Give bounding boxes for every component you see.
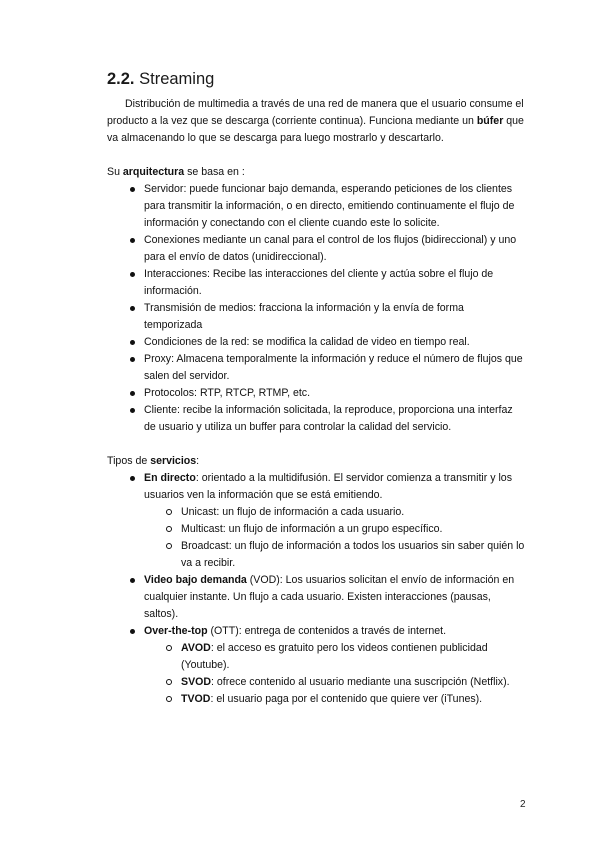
ott-sublist (144, 640, 525, 708)
service-ott-text: (OTT): entrega de contenidos a través de internet. (207, 625, 447, 637)
architecture-list (107, 181, 525, 436)
bullet-icon (130, 578, 135, 583)
list-item (107, 334, 525, 351)
bullet-icon (130, 391, 135, 396)
list-item (107, 300, 525, 334)
service-live-text: : orientado a la multidifusión. El servidor comienza a transmitir y los usuarios ven la información que se está emitiendo. (144, 472, 512, 501)
bullet-icon (130, 408, 135, 413)
bullet-icon (130, 357, 135, 362)
architecture-label (107, 164, 525, 181)
architecture-label-after: se basa en : (184, 166, 245, 178)
section-content (107, 96, 525, 708)
service-ott (107, 623, 525, 708)
list-item-text: Proxy: Almacena temporalmente la información y reduce el número de flujos que salen del servidor. (144, 353, 523, 382)
sub-list-item-text: Broadcast: un flujo de información a todos los usuarios sin saber quién lo va a recibir. (181, 540, 525, 569)
sub-list-item (144, 504, 525, 521)
list-item-text: Condiciones de la red: se modifica la calidad de video en tiempo real. (144, 336, 470, 348)
sub-list-item (144, 674, 525, 691)
sub-list-item-text: : el usuario paga por el contenido que quiere ver (iTunes). (210, 693, 483, 705)
sub-list-item (144, 691, 525, 708)
sub-list-item-title: SVOD (181, 676, 212, 688)
list-item-text: Transmisión de medios: fracciona la información y la envía de forma temporizada (144, 302, 464, 331)
list-item-text: Conexiones mediante un canal para el control de los flujos (bidireccional) y uno para el envío de datos (unidireccional). (144, 234, 517, 263)
list-item (107, 266, 525, 300)
sub-list-item-text: : el acceso es gratuito pero los videos contienen publicidad (Youtube). (181, 642, 488, 671)
section-heading (107, 70, 214, 89)
list-item-text: Cliente: recibe la información solicitada, la reproduce, proporciona una interfaz de usuario y utiliza un buffer para controlar la calidad del servicio. (144, 404, 513, 433)
section-title: Streaming (134, 70, 215, 88)
sub-list-item (144, 640, 525, 674)
list-item (107, 385, 525, 402)
service-vod-title: Video bajo demanda (144, 574, 247, 586)
intro-paragraph (107, 96, 525, 147)
bullet-icon (130, 476, 135, 481)
sub-list-item-text: Unicast: un flujo de información a cada usuario. (181, 506, 405, 518)
section-number: 2.2. (107, 70, 135, 88)
bullet-icon (130, 340, 135, 345)
page-number: 2 (520, 799, 526, 810)
services-list (107, 470, 525, 708)
service-vod-text: (VOD): Los usuarios solicitan el envío de información en cualquier instante. Un flujo a cada usuario. Existen interacciones (pausas, saltos). (144, 574, 515, 620)
sub-list-item-text: Multicast: un flujo de información a un grupo específico. (181, 523, 443, 535)
bullet-icon (130, 629, 135, 634)
bullet-icon (130, 306, 135, 311)
list-item (107, 181, 525, 232)
services-label (107, 453, 525, 470)
bullet-icon (130, 238, 135, 243)
service-live (107, 470, 525, 572)
hollow-bullet-icon (166, 645, 172, 651)
services-label-before: Tipos de (107, 455, 151, 467)
intro-text-after: que va almacenando lo que se descarga para luego mostrarlo y descartarlo. (107, 115, 524, 144)
list-item-text: Protocolos: RTP, RTCP, RTMP, etc. (144, 387, 311, 399)
list-item-text: Servidor: puede funcionar bajo demanda, esperando peticiones de los clientes para transmitir la información, o en directo, emitiendo continuamente el flujo de información y conectando con el cliente cuando este lo solicite. (144, 183, 515, 229)
sub-list-item (144, 521, 525, 538)
hollow-bullet-icon (166, 526, 172, 532)
sub-list-item-text: : ofrece contenido al usuario mediante una suscripción (Netflix). (211, 676, 510, 688)
service-live-title: En directo (144, 472, 196, 484)
architecture-label-before: Su (107, 166, 123, 178)
hollow-bullet-icon (166, 696, 172, 702)
services-label-after: : (196, 455, 200, 467)
bullet-icon (130, 272, 135, 277)
services-label-bold: servicios (150, 455, 197, 467)
sub-list-item (144, 538, 525, 572)
intro-bold-term: búfer (476, 115, 504, 127)
list-item-text: Interacciones: Recibe las interacciones del cliente y actúa sobre el flujo de información. (144, 268, 494, 297)
sub-list-item-title: AVOD (181, 642, 211, 654)
service-ott-title: Over-the-top (144, 625, 208, 637)
bullet-icon (130, 187, 135, 192)
intro-text-before: Distribución de multimedia a través de una red de manera que el usuario consume el producto a la vez que se descarga (corriente continua). Funciona mediante un (107, 98, 524, 127)
list-item (107, 351, 525, 385)
list-item (107, 402, 525, 436)
hollow-bullet-icon (166, 543, 172, 549)
service-vod (107, 572, 525, 623)
list-item (107, 232, 525, 266)
sub-list-item-title: TVOD (181, 693, 211, 705)
hollow-bullet-icon (166, 509, 172, 515)
architecture-label-bold: arquitectura (122, 166, 185, 178)
live-sublist (144, 504, 525, 572)
hollow-bullet-icon (166, 679, 172, 685)
